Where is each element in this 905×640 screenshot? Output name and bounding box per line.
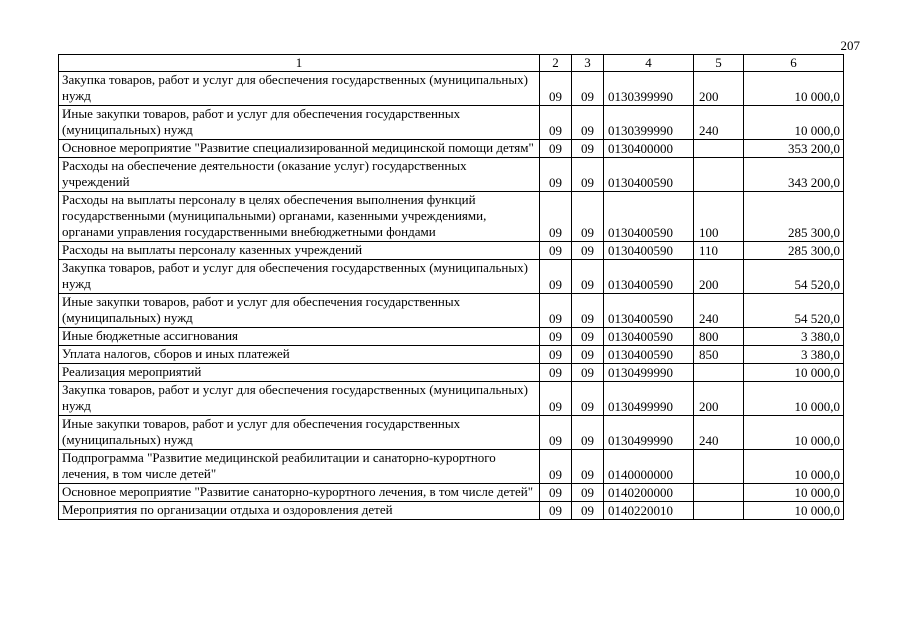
- table-row: [59, 260, 844, 294]
- row-expense-type-cell: 200: [694, 382, 744, 416]
- budget-table: [58, 54, 844, 520]
- row-name-cell: Расходы на выплаты персоналу в целях обеспечения выполнения функций государственными (муниципальными) органами, казенными учреждениями, органами управления государственными внебюджетными фондами: [59, 192, 540, 242]
- row-section-cell: 09: [540, 140, 572, 158]
- row-target-code-cell: 0130400590: [604, 242, 694, 260]
- row-subsection-cell: 09: [572, 72, 604, 106]
- row-expense-type-cell: [694, 484, 744, 502]
- row-section-cell: 09: [540, 484, 572, 502]
- row-amount-cell: 10 000,0: [744, 502, 844, 520]
- row-subsection-cell: 09: [572, 158, 604, 192]
- row-target-code-cell: 0130400590: [604, 346, 694, 364]
- col-header-3: 3: [572, 55, 604, 72]
- row-name-cell: Основное мероприятие "Развитие специализированной медицинской помощи детям": [59, 140, 540, 158]
- table-row: [59, 502, 844, 520]
- row-expense-type-cell: 800: [694, 328, 744, 346]
- row-amount-cell: 10 000,0: [744, 72, 844, 106]
- row-target-code-cell: 0140000000: [604, 450, 694, 484]
- row-target-code-cell: 0130399990: [604, 72, 694, 106]
- row-target-code-cell: 0130400590: [604, 260, 694, 294]
- table-row: [59, 72, 844, 106]
- row-name-cell: Реализация мероприятий: [59, 364, 540, 382]
- row-expense-type-cell: 240: [694, 106, 744, 140]
- row-subsection-cell: 09: [572, 450, 604, 484]
- row-amount-cell: 285 300,0: [744, 192, 844, 242]
- row-section-cell: 09: [540, 192, 572, 242]
- row-target-code-cell: 0130400590: [604, 158, 694, 192]
- row-subsection-cell: 09: [572, 106, 604, 140]
- table-row: [59, 364, 844, 382]
- row-section-cell: 09: [540, 260, 572, 294]
- row-name-cell: Основное мероприятие "Развитие санаторно-курортного лечения, в том числе детей": [59, 484, 540, 502]
- row-target-code-cell: 0130499990: [604, 364, 694, 382]
- row-expense-type-cell: 850: [694, 346, 744, 364]
- row-target-code-cell: 0130400590: [604, 328, 694, 346]
- row-subsection-cell: 09: [572, 346, 604, 364]
- col-header-4: 4: [604, 55, 694, 72]
- row-amount-cell: 343 200,0: [744, 158, 844, 192]
- row-name-cell: Уплата налогов, сборов и иных платежей: [59, 346, 540, 364]
- row-section-cell: 09: [540, 328, 572, 346]
- row-expense-type-cell: [694, 364, 744, 382]
- col-header-5: 5: [694, 55, 744, 72]
- row-target-code-cell: 0130400590: [604, 192, 694, 242]
- row-amount-cell: 10 000,0: [744, 364, 844, 382]
- row-name-cell: Иные закупки товаров, работ и услуг для обеспечения государственных (муниципальных) нужд: [59, 416, 540, 450]
- row-subsection-cell: 09: [572, 140, 604, 158]
- row-expense-type-cell: 240: [694, 294, 744, 328]
- row-expense-type-cell: 200: [694, 260, 744, 294]
- row-target-code-cell: 0130400000: [604, 140, 694, 158]
- row-subsection-cell: 09: [572, 328, 604, 346]
- page-number: 207: [840, 38, 860, 53]
- row-target-code-cell: 0130499990: [604, 416, 694, 450]
- row-target-code-cell: 0140200000: [604, 484, 694, 502]
- table-row: [59, 484, 844, 502]
- row-target-code-cell: 0140220010: [604, 502, 694, 520]
- table-row: [59, 328, 844, 346]
- row-subsection-cell: 09: [572, 242, 604, 260]
- row-expense-type-cell: [694, 140, 744, 158]
- table-row: [59, 140, 844, 158]
- row-amount-cell: 10 000,0: [744, 450, 844, 484]
- table-row: [59, 416, 844, 450]
- row-name-cell: Иные закупки товаров, работ и услуг для обеспечения государственных (муниципальных) нужд: [59, 106, 540, 140]
- row-section-cell: 09: [540, 158, 572, 192]
- row-name-cell: Закупка товаров, работ и услуг для обеспечения государственных (муниципальных) нужд: [59, 382, 540, 416]
- row-target-code-cell: 0130400590: [604, 294, 694, 328]
- row-name-cell: Мероприятия по организации отдыха и оздоровления детей: [59, 502, 540, 520]
- row-section-cell: 09: [540, 416, 572, 450]
- row-target-code-cell: 0130399990: [604, 106, 694, 140]
- header-row: [59, 55, 844, 72]
- row-section-cell: 09: [540, 502, 572, 520]
- row-section-cell: 09: [540, 346, 572, 364]
- table-row: [59, 382, 844, 416]
- row-section-cell: 09: [540, 72, 572, 106]
- row-section-cell: 09: [540, 242, 572, 260]
- table-row: [59, 192, 844, 242]
- row-section-cell: 09: [540, 106, 572, 140]
- row-subsection-cell: 09: [572, 382, 604, 416]
- col-header-1: 1: [59, 55, 540, 72]
- row-name-cell: Расходы на выплаты персоналу казенных учреждений: [59, 242, 540, 260]
- table-row: [59, 346, 844, 364]
- row-section-cell: 09: [540, 382, 572, 416]
- row-amount-cell: 10 000,0: [744, 382, 844, 416]
- row-expense-type-cell: [694, 450, 744, 484]
- row-section-cell: 09: [540, 364, 572, 382]
- row-amount-cell: 10 000,0: [744, 484, 844, 502]
- row-subsection-cell: 09: [572, 260, 604, 294]
- row-subsection-cell: 09: [572, 484, 604, 502]
- row-expense-type-cell: 240: [694, 416, 744, 450]
- row-name-cell: Закупка товаров, работ и услуг для обеспечения государственных (муниципальных) нужд: [59, 72, 540, 106]
- row-amount-cell: 285 300,0: [744, 242, 844, 260]
- table-row: [59, 106, 844, 140]
- row-amount-cell: 54 520,0: [744, 294, 844, 328]
- row-name-cell: Расходы на обеспечение деятельности (оказание услуг) государственных учреждений: [59, 158, 540, 192]
- row-name-cell: Иные бюджетные ассигнования: [59, 328, 540, 346]
- row-name-cell: Иные закупки товаров, работ и услуг для обеспечения государственных (муниципальных) нужд: [59, 294, 540, 328]
- col-header-6: 6: [744, 55, 844, 72]
- col-header-2: 2: [540, 55, 572, 72]
- row-section-cell: 09: [540, 294, 572, 328]
- table-row: [59, 450, 844, 484]
- row-expense-type-cell: 200: [694, 72, 744, 106]
- row-amount-cell: 10 000,0: [744, 106, 844, 140]
- row-amount-cell: 3 380,0: [744, 328, 844, 346]
- row-expense-type-cell: 100: [694, 192, 744, 242]
- row-subsection-cell: 09: [572, 502, 604, 520]
- row-amount-cell: 353 200,0: [744, 140, 844, 158]
- row-subsection-cell: 09: [572, 416, 604, 450]
- row-subsection-cell: 09: [572, 294, 604, 328]
- row-amount-cell: 10 000,0: [744, 416, 844, 450]
- row-amount-cell: 3 380,0: [744, 346, 844, 364]
- row-expense-type-cell: [694, 158, 744, 192]
- table-row: [59, 242, 844, 260]
- row-expense-type-cell: 110: [694, 242, 744, 260]
- row-section-cell: 09: [540, 450, 572, 484]
- row-subsection-cell: 09: [572, 192, 604, 242]
- row-amount-cell: 54 520,0: [744, 260, 844, 294]
- table-row: [59, 158, 844, 192]
- row-name-cell: Подпрограмма "Развитие медицинской реабилитации и санаторно-курортного лечения, в том числе детей": [59, 450, 540, 484]
- row-subsection-cell: 09: [572, 364, 604, 382]
- row-target-code-cell: 0130499990: [604, 382, 694, 416]
- table-row: [59, 294, 844, 328]
- row-expense-type-cell: [694, 502, 744, 520]
- row-name-cell: Закупка товаров, работ и услуг для обеспечения государственных (муниципальных) нужд: [59, 260, 540, 294]
